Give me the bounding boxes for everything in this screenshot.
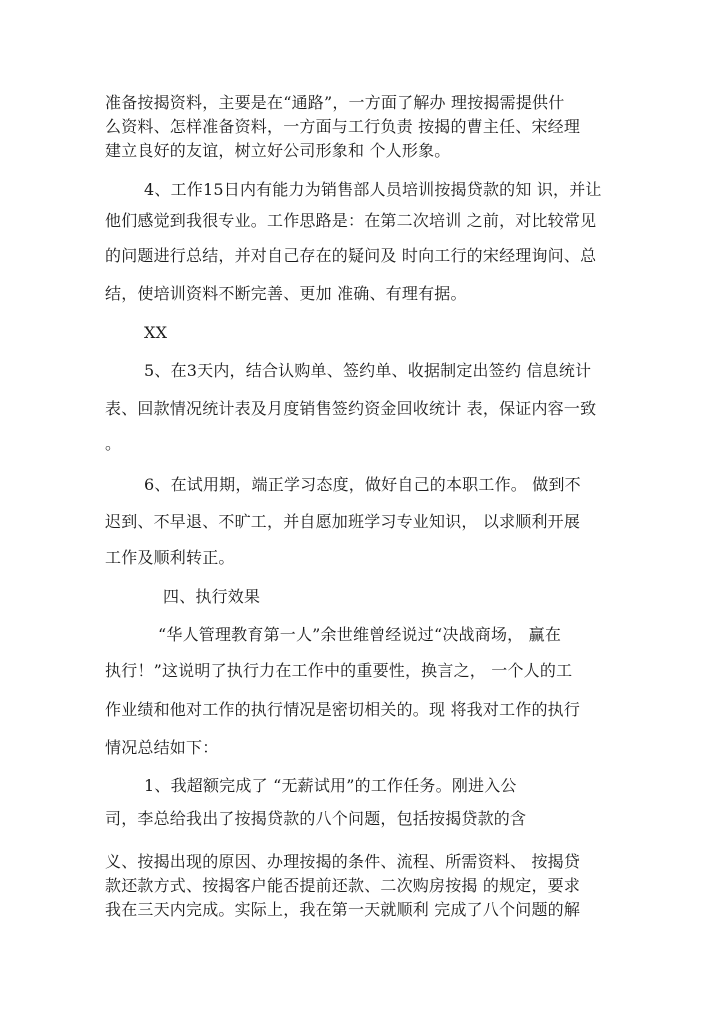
paragraph-line: 5、在3天内，结合认购单、签约单、收据制定出签约 信息统计 bbox=[144, 361, 592, 380]
paragraph-line: 4、工作15日内有能力为销售部人员培训按揭贷款的知 识，并让 bbox=[144, 180, 602, 199]
paragraph-line: “华人管理教育第一人”余世维曾经说过“决战商场， 赢在 bbox=[158, 625, 562, 644]
paragraph-line: 准备按揭资料，主要是在“通路”，一方面了解办 理按揭需提供什 bbox=[105, 93, 565, 112]
paragraph-line: 作业绩和他对工作的执行情况是密切相关的。现 将我对工作的执行 bbox=[105, 700, 581, 719]
paragraph-line: 的问题进行总结，并对自己存在的疑问及 时向工行的宋经理询问、总 bbox=[105, 246, 597, 265]
paragraph-line: 款还款方式、按揭客户能否提前还款、二次购房按揭 的规定，要求 bbox=[105, 876, 581, 895]
paragraph-line: 表、回款情况统计表及月度销售签约资金回收统计 表，保证内容一致 bbox=[105, 399, 597, 418]
paragraph-line: 他们感觉到我很专业。工作思路是：在第二次培训 之前，对比较常见 bbox=[105, 211, 597, 230]
paragraph-line: 6、在试用期，端正学习态度，做好自己的本职工作。 做到不 bbox=[144, 475, 581, 494]
placeholder-text: XX bbox=[144, 323, 168, 342]
paragraph-line: 情况总结如下： bbox=[105, 738, 219, 757]
paragraph-line: 1、我超额完成了 “无薪试用”的工作任务。刚进入公 bbox=[144, 776, 517, 795]
paragraph-line: 么资料、怎样准备资料，一方面与工行负责 按揭的曹主任、宋经理 bbox=[105, 117, 581, 136]
paragraph-line: 我在三天内完成。实际上，我在第一天就顺利 完成了八个问题的解 bbox=[105, 900, 581, 919]
section-heading: 四、执行效果 bbox=[163, 587, 261, 606]
paragraph-line: 迟到、不早退、不旷工，并自愿加班学习专业知识， 以求顺利开展 bbox=[105, 512, 581, 531]
paragraph-line: 司，李总给我出了按揭贷款的八个问题，包括按揭贷款的含 bbox=[105, 809, 527, 828]
paragraph-line: 建立良好的友谊，树立好公司形象和 个人形象。 bbox=[105, 141, 451, 160]
paragraph-line: 。 bbox=[105, 434, 122, 453]
paragraph-line: 执行！”这说明了执行力在工作中的重要性，换言之， 一个人的工 bbox=[105, 661, 573, 680]
paragraph-line: 义、按揭出现的原因、办理按揭的条件、流程、所需资料、 按揭贷 bbox=[105, 852, 581, 871]
paragraph-line: 工作及顺利转正。 bbox=[105, 548, 235, 567]
paragraph-line: 结，使培训资料不断完善、更加 准确、有理有据。 bbox=[105, 284, 467, 303]
